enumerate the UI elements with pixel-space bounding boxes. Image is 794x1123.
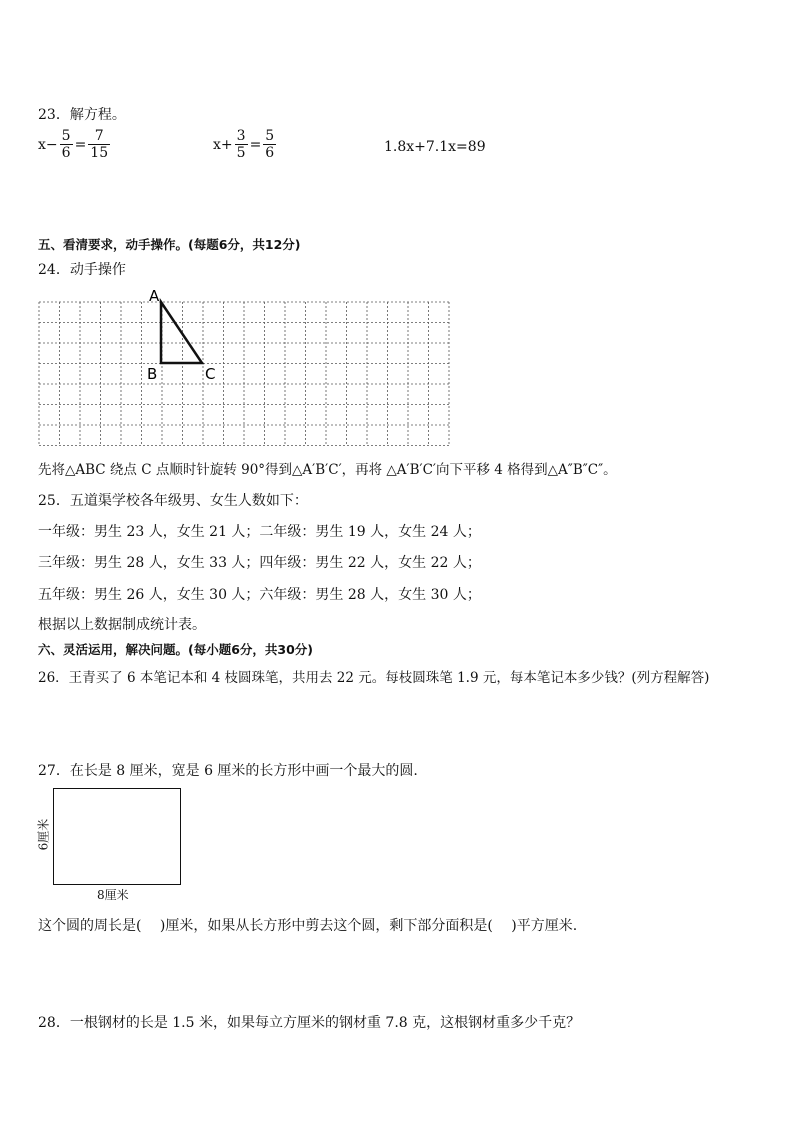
q25-line-3: 五年级：男生 26 人，女生 30 人；六年级：男生 28 人，女生 30 人； — [38, 587, 481, 603]
triangle-abc — [161, 302, 202, 363]
q26-text: 26．王青买了 6 本笔记本和 4 枝圆珠笔，共用去 22 元。每枝圆珠笔 1.9 元，每本笔记本多少钱？(列方程解答) — [38, 670, 710, 686]
q25-line-1: 一年级：男生 23 人，女生 21 人；二年级：男生 19 人，女生 24 人； — [38, 524, 481, 540]
eq1-equals: = — [74, 136, 87, 153]
section5-heading: 五、看清要求，动手操作。(每题6分，共12分) — [38, 237, 301, 252]
eq1-numerator: 5 — [61, 128, 71, 144]
eq1-rhs-denominator: 15 — [90, 145, 109, 161]
q25-line-2: 三年级：男生 28 人，女生 33 人；四年级：男生 22 人，女生 22 人； — [38, 555, 481, 571]
q25-line-4: 根据以上数据制成统计表。 — [38, 617, 206, 633]
q27-answer-line: 这个圆的周长是( )厘米，如果从长方形中剪去这个圆，剩下部分面积是( )平方厘米. — [38, 918, 578, 934]
q27-text: 27．在长是 8 厘米，宽是 6 厘米的长方形中画一个最大的圆. — [38, 763, 418, 779]
eq1-rhs-numerator: 7 — [88, 128, 110, 145]
equation-2 — [213, 128, 278, 161]
q23-title: 23．解方程。 — [38, 107, 126, 123]
q28-text: 28．一根钢材的长是 1.5 米，如果每立方厘米的钢材重 7.8 克，这根钢材重多少千克？ — [38, 1015, 581, 1031]
rect-width-label: 8厘米 — [97, 888, 129, 902]
eq2-rhs-fraction — [263, 128, 276, 161]
q24-title: 24．动手操作 — [38, 262, 126, 278]
section6-heading: 六、灵活运用，解决问题。(每小题6分，共30分) — [38, 642, 314, 657]
rectangle-figure — [53, 788, 181, 885]
eq2-denominator: 5 — [236, 145, 246, 161]
label-c: C — [205, 365, 216, 383]
eq2-fraction — [235, 128, 248, 161]
equation-1 — [38, 128, 112, 161]
rect-height-label: 6厘米 — [36, 818, 51, 851]
eq2-rhs-numerator: 5 — [265, 128, 275, 144]
q25-title: 25．五道渠学校各年级男、女生人数如下： — [38, 493, 308, 509]
eq1-lhs: x− — [38, 136, 58, 153]
eq2-equals: = — [249, 136, 262, 153]
eq2-lhs: x+ — [213, 136, 233, 153]
grid-lines — [39, 302, 449, 446]
grid-figure — [30, 282, 460, 452]
label-b: B — [147, 365, 158, 383]
eq2-numerator: 3 — [236, 128, 246, 144]
eq1-fraction — [60, 128, 73, 161]
label-a: A — [149, 287, 160, 305]
q24-instruction: 先将△ABC 绕点 C 点顺时针旋转 90°得到△A′B′C′，再将 △A′B′C′向下平移 4 格得到△A″B″C″。 — [38, 462, 617, 478]
equation-3: 1.8x+7.1x=89 — [384, 139, 486, 155]
eq1-denominator: 6 — [61, 145, 71, 161]
eq2-rhs-denominator: 6 — [265, 145, 275, 161]
eq1-rhs-fraction — [88, 128, 110, 161]
